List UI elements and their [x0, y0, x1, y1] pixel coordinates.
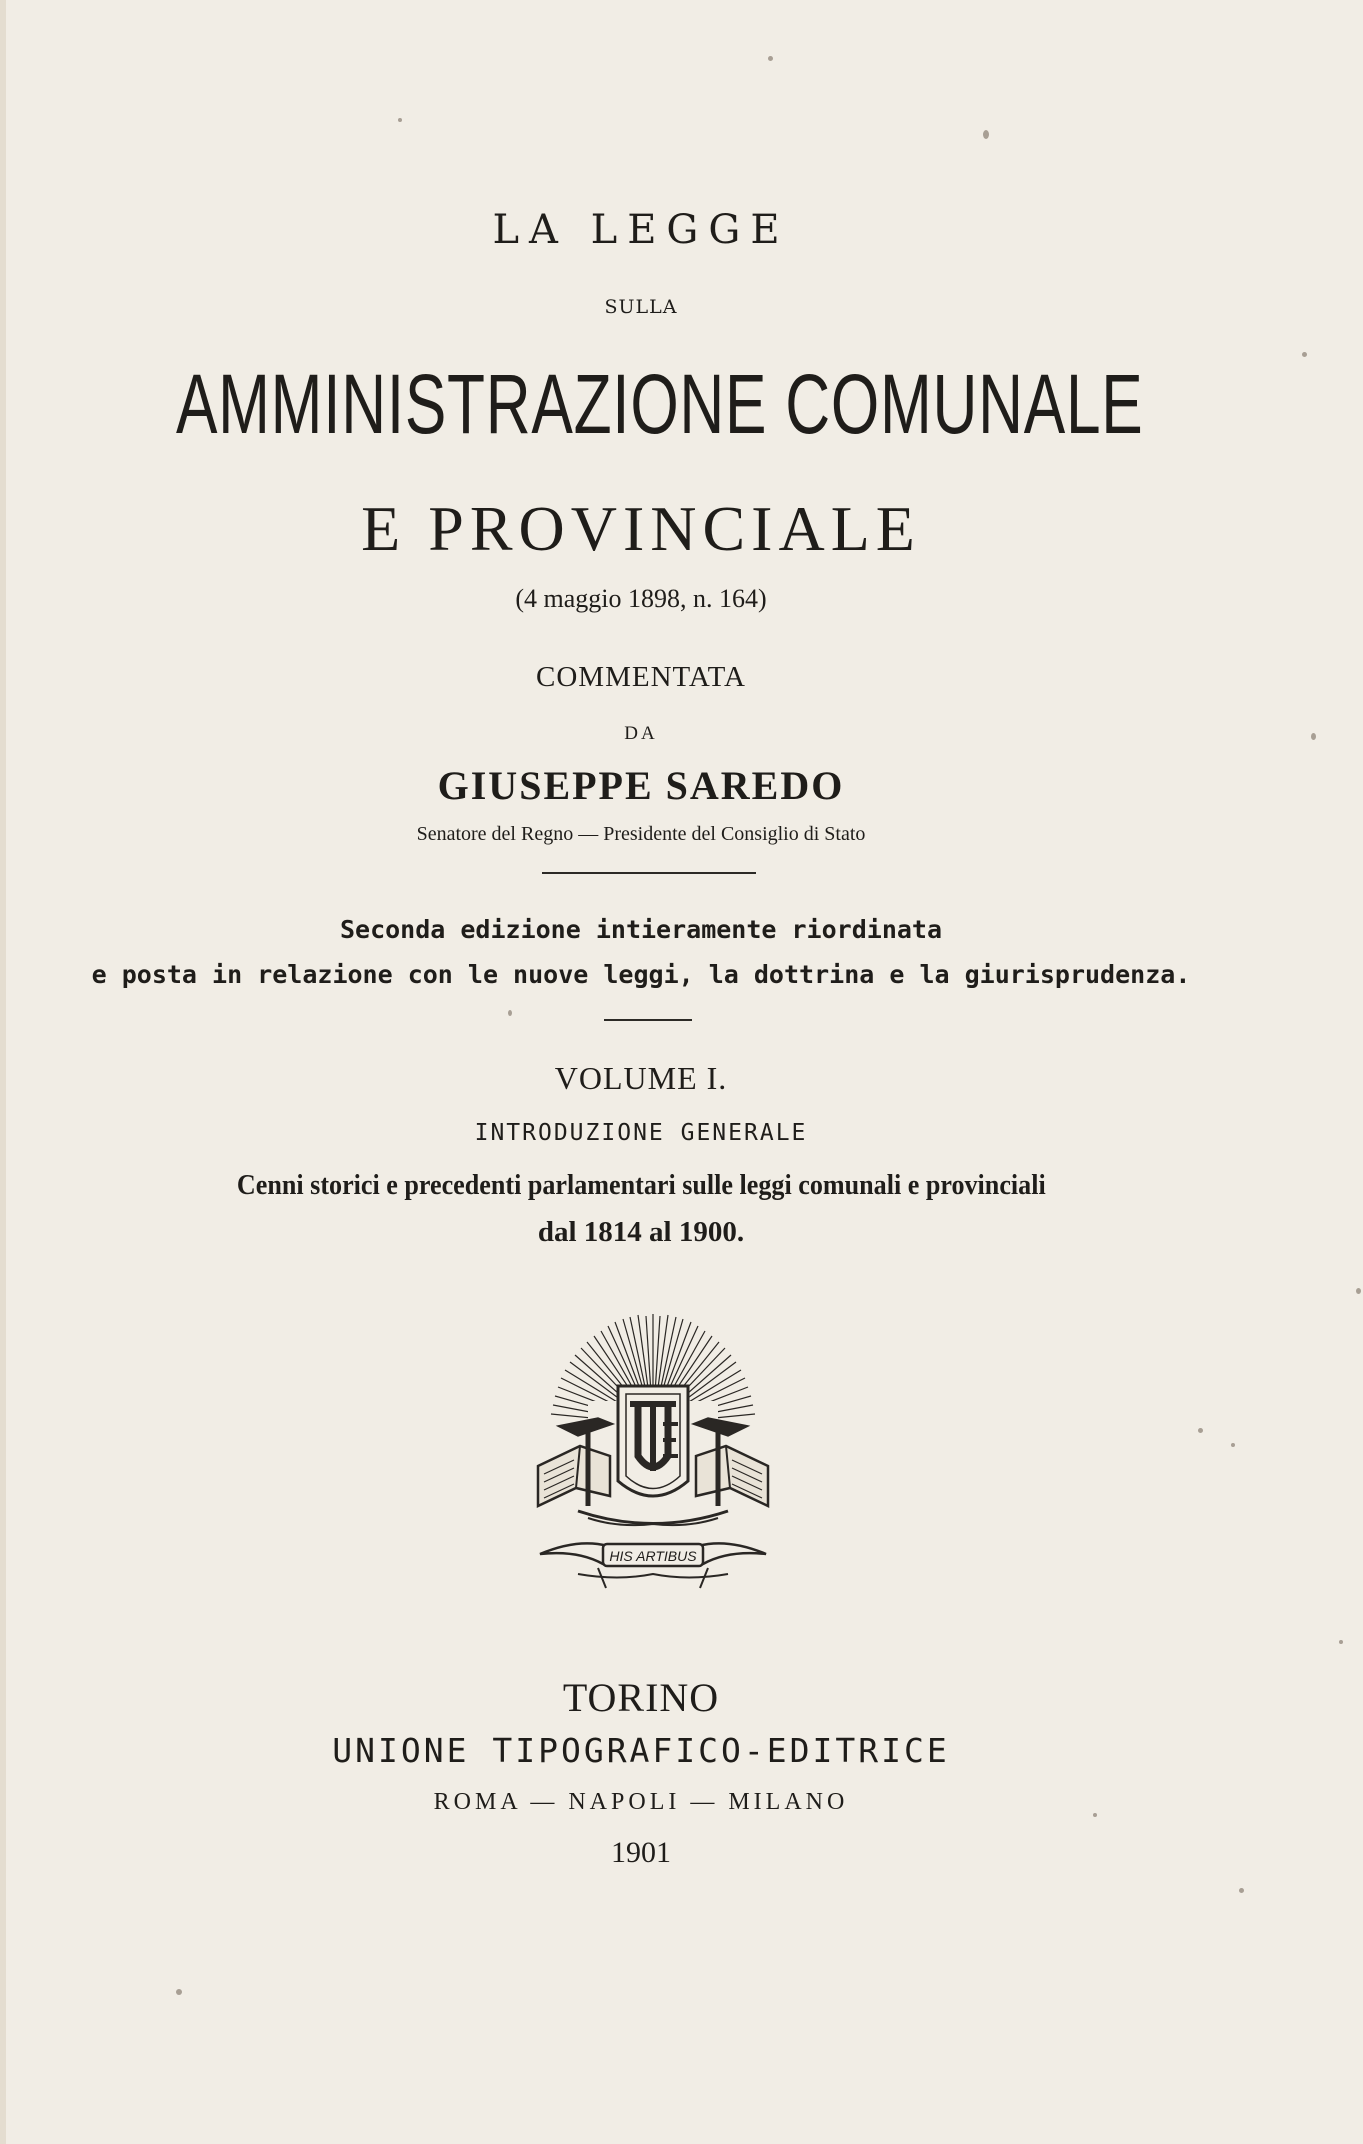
emblem-motto: HIS ARTIBUS	[609, 1548, 697, 1564]
paper-speck	[398, 118, 402, 122]
law-date: (4 maggio 1898, n. 164)	[515, 584, 767, 613]
subtitle-line-2: dal 1814 al 1900.	[537, 1216, 745, 1248]
paper-speck	[983, 130, 989, 139]
paper-speck	[1093, 1813, 1097, 1817]
publisher-name: UNIONE TIPOGRAFICO-EDITRICE	[332, 1731, 950, 1770]
divider-rule	[542, 872, 756, 874]
publisher-cities: ROMA — NAPOLI — MILANO	[433, 1789, 849, 1815]
paper-speck	[1231, 1443, 1235, 1447]
paper-speck	[1339, 1640, 1343, 1644]
paper-speck	[1239, 1888, 1244, 1893]
introduction-label: INTRODUZIONE GENERALE	[474, 1120, 808, 1146]
title-top: LA LEGGE	[492, 207, 790, 253]
volume-label: VOLUME I.	[554, 1060, 728, 1096]
paper-speck	[176, 1989, 182, 1995]
publisher-city: TORINO	[562, 1675, 720, 1720]
da-label: DA	[624, 723, 658, 744]
commentata-label: COMMENTATA	[536, 661, 746, 693]
main-title	[6, 357, 1276, 451]
author-name: GIUSEPPE SAREDO	[437, 763, 845, 808]
main-title-text: AMMINISTRAZIONE COMUNALE	[175, 357, 1144, 451]
paper-speck	[1198, 1428, 1203, 1433]
publication-year: 1901	[611, 1836, 671, 1869]
author-role: Senatore del Regno — Presidente del Consiglio di Stato	[416, 823, 866, 845]
subtitle-line-1-text: Cenni storici e precedenti parlamentari sulle leggi comunali e provinciali	[236, 1169, 1046, 1201]
edition-line-2: e posta in relazione con le nuove leggi, la dottrina e la giurisprudenza.	[91, 960, 1191, 989]
edition-line-1: Seconda edizione intieramente riordinata	[339, 915, 943, 944]
main-title-second-line: E PROVINCIALE	[361, 493, 921, 564]
divider-rule-short	[604, 1019, 692, 1021]
paper-speck	[1311, 733, 1316, 740]
paper-speck	[1302, 352, 1307, 357]
paper-speck	[508, 1010, 512, 1016]
paper-speck	[1356, 1288, 1361, 1294]
title-sulla: SULLA	[604, 296, 678, 318]
publisher-emblem	[518, 1306, 788, 1596]
subtitle-line-1	[6, 1171, 1276, 1200]
paper-speck	[768, 56, 773, 61]
